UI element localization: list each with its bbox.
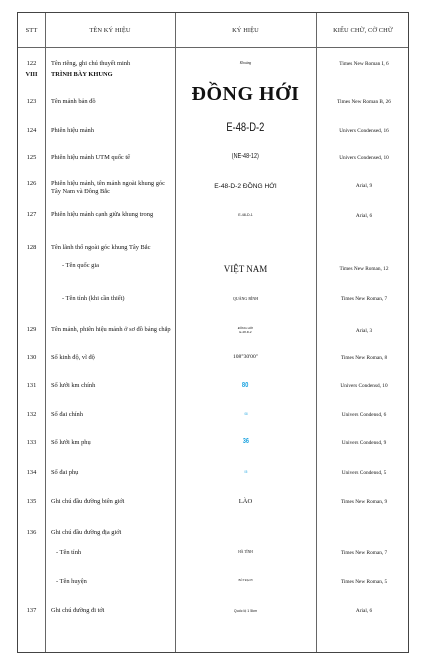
row-name: Ghi chú đầu đường biên giới xyxy=(51,498,125,505)
row-stt: 122 xyxy=(26,60,37,67)
row-name: Tên lãnh thổ ngoài góc khung Tây Bắc xyxy=(51,244,151,251)
row-font: Arial, 6 xyxy=(355,608,373,614)
row-stt: 125 xyxy=(26,154,37,161)
row-font: Arial, 6 xyxy=(355,213,373,219)
row-sample: BỐ TRẠCH xyxy=(238,579,253,582)
row-sample: Khoáng xyxy=(239,61,252,65)
row-name: Phiên hiệu mảnh cạnh giữa khung trong xyxy=(51,211,154,218)
row-sample-map-name: ĐỒNG HỚI xyxy=(191,83,300,105)
row-name: Phiên hiệu mảnh UTM quốc tế xyxy=(51,154,130,161)
row-stt: 137 xyxy=(26,607,37,614)
row-stt: 130 xyxy=(26,354,37,361)
row-stt: 135 xyxy=(26,498,37,505)
col-divider xyxy=(316,13,317,652)
row-sample: HÀ TĨNH xyxy=(238,550,253,554)
row-font: Times New Roman, 9 xyxy=(340,499,388,505)
symbol-table xyxy=(17,12,409,653)
row-name: Ghi chú đường đi tới xyxy=(51,607,105,614)
row-stt: 134 xyxy=(26,469,37,476)
row-name: Tên mảnh bản đồ xyxy=(51,98,96,105)
row-font: Univers Condensed, 16 xyxy=(339,128,389,134)
row-stt: 126 xyxy=(26,180,37,187)
section-number: VIII xyxy=(25,71,38,78)
row-sample-country: VIỆT NAM xyxy=(223,264,268,274)
row-stt: 128 xyxy=(26,244,37,251)
row-stt: 131 xyxy=(26,382,37,389)
row-sample xyxy=(178,326,313,334)
row-name: Số lưới km chính xyxy=(51,382,96,389)
row-font: Times New Roman, 7 xyxy=(340,550,388,556)
row-subname: - Tên tỉnh xyxy=(56,549,82,556)
row-sample: 80 xyxy=(242,380,249,389)
row-font: Times New Roman I, 6 xyxy=(339,61,389,67)
header-kieu-chu: KIỂU CHỮ, CỠ CHỮ xyxy=(333,26,393,34)
row-sample: QUẢNG BÌNH xyxy=(232,296,259,301)
row-stt: 132 xyxy=(26,411,37,418)
row-name: Phiên hiệu mảnh xyxy=(51,127,94,134)
col-divider xyxy=(45,13,46,652)
row-subname: - Tên quốc gia xyxy=(62,262,99,269)
row-font: Times New Roman, 12 xyxy=(339,266,389,272)
row-sample: (NE-48-12) xyxy=(231,153,260,160)
row-subname: - Tên huyện xyxy=(56,578,87,585)
section-title: TRÌNH BÀY KHUNG xyxy=(51,71,113,78)
row-font: Univers Condensd, 9 xyxy=(341,440,387,446)
sample-line-1: ĐỒNG HỚI xyxy=(237,326,254,330)
row-font: Univers Condensd, 6 xyxy=(341,412,387,418)
row-sample: 08 xyxy=(243,412,248,416)
row-font: Univers Condensd, 5 xyxy=(341,470,387,476)
row-stt: 133 xyxy=(26,439,37,446)
row-sample: LÀO xyxy=(238,498,253,505)
row-sample: E-48-D-1 xyxy=(238,213,253,217)
row-name: Tên mảnh, phiên hiệu mảnh ở sơ đồ bảng chắp xyxy=(51,326,171,333)
header-ky-hieu: KÝ HIỆU xyxy=(232,26,259,34)
header-stt: STT xyxy=(25,26,38,34)
row-font: Univers Condensed, 10 xyxy=(339,155,389,161)
row-sample: E-48-D-2 ĐỒNG HỚI xyxy=(214,183,277,190)
header-divider xyxy=(18,47,408,48)
row-font: Times New Roman, 5 xyxy=(340,579,388,585)
row-name: Ghi chú đầu đường địa giới xyxy=(51,529,122,536)
row-font: Univers Condensd, 10 xyxy=(340,383,388,389)
row-stt: 123 xyxy=(26,98,37,105)
row-name: Số kinh độ, vĩ độ xyxy=(51,354,95,361)
row-font: Arial, 9 xyxy=(355,183,373,189)
row-subname: - Tên tỉnh (khi cần thiết) xyxy=(62,295,125,302)
row-sample: E-48-D-2 xyxy=(226,120,265,134)
row-font: Times New Roman, 7 xyxy=(340,296,388,302)
row-sample: 05 xyxy=(244,470,247,474)
sample-line-2: E-48-D-2 xyxy=(239,330,252,334)
row-name: Phiên hiệu mảnh, tên mảnh ngoài khung góc Tây Nam và Đông Bắc xyxy=(51,180,165,196)
row-stt: 127 xyxy=(26,211,37,218)
row-name: Số đai chính xyxy=(51,411,83,418)
row-sample: 108°30'00" xyxy=(232,354,259,360)
row-name: Số đai phụ xyxy=(51,469,79,476)
header-ten-ky-hieu: TÊN KÝ HIỆU xyxy=(89,26,131,34)
row-font: Times New Roman, 8 xyxy=(340,355,388,361)
row-stt: 129 xyxy=(26,326,37,333)
row-stt: 136 xyxy=(26,529,37,536)
row-sample: 36 xyxy=(242,438,249,445)
row-name: Số lưới km phụ xyxy=(51,439,91,446)
row-font: Times New Roman B, 26 xyxy=(337,99,391,105)
row-sample: Quốc lộ 1 5km xyxy=(233,609,258,613)
row-font: Arial, 3 xyxy=(355,328,373,334)
row-stt: 124 xyxy=(26,127,37,134)
row-name: Tên riêng, ghi chú thuyết minh xyxy=(51,60,131,67)
